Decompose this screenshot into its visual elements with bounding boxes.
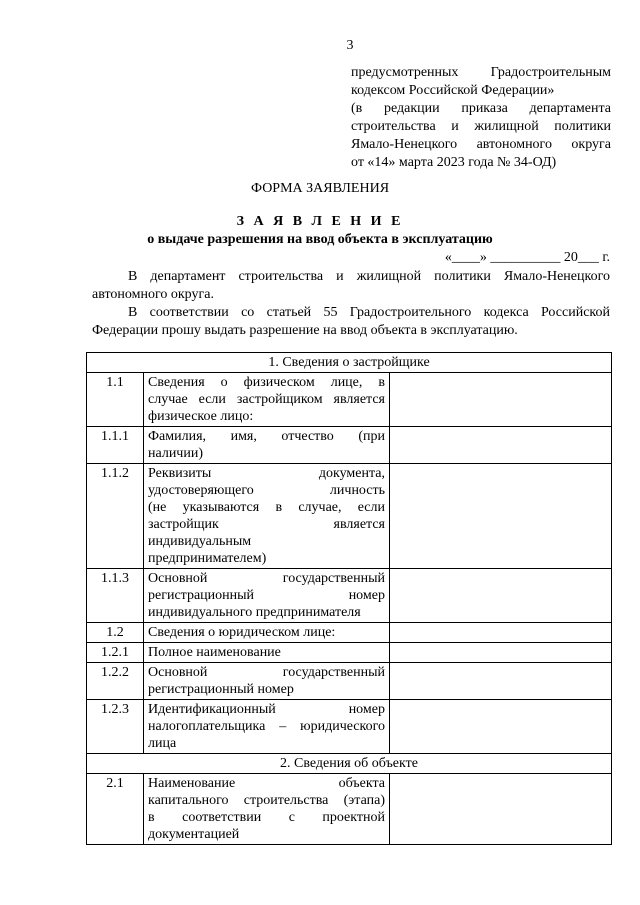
desc-line: (не указываются в случае, если [148, 500, 385, 515]
value-cell[interactable] [390, 373, 612, 427]
desc-line: Наименование объекта [148, 776, 385, 791]
row-number: 1.2.1 [87, 643, 144, 663]
header-line: предусмотренных Градостроительным [351, 65, 611, 80]
desc-line: Сведения о юридическом лице: [148, 625, 336, 640]
row-number: 1.2.3 [87, 700, 144, 754]
value-cell[interactable] [390, 643, 612, 663]
table-row [87, 373, 612, 427]
desc-line: Сведения о физическом лице, в [148, 375, 385, 390]
desc-line: Основной государственный [148, 665, 385, 680]
value-cell[interactable] [390, 700, 612, 754]
application-form-table [86, 352, 612, 845]
table-row [87, 569, 612, 623]
desc-line: регистрационный номер [148, 588, 385, 603]
desc-line: индивидуального предпринимателя [148, 605, 361, 620]
row-number: 1.1.2 [87, 464, 144, 569]
paragraph-line: автономного округа. [92, 287, 214, 302]
paragraph-line: В соответствии со статьей 55 Градостроительного кодекса Российской [128, 305, 610, 320]
table-row [87, 663, 612, 700]
form-title: ФОРМА ЗАЯВЛЕНИЯ [250, 181, 390, 196]
row-description [144, 623, 390, 643]
header-line: от «14» марта 2023 года № 34-ОД) [351, 155, 557, 170]
addressee-paragraph [92, 268, 610, 304]
date-line: «____» __________ 20___ г. [444, 250, 610, 265]
desc-line: в соответствии с проектной [148, 810, 385, 825]
table-row [87, 623, 612, 643]
section-header-row [87, 353, 612, 373]
row-number: 1.2 [87, 623, 144, 643]
paragraph-line: Федерации прошу выдать разрешение на ввод объекта в эксплуатацию. [92, 323, 518, 338]
desc-line: индивидуальным [148, 534, 252, 549]
desc-line: Полное наименование [148, 645, 281, 660]
section-title: 2. Сведения об объекте [87, 754, 612, 774]
desc-line: физическое лицо: [148, 409, 254, 424]
value-cell[interactable] [390, 774, 612, 845]
application-subtitle: о выдаче разрешения на ввод объекта в эксплуатацию [147, 232, 493, 247]
header-line: Ямало-Ненецкого автономного округа [351, 137, 611, 152]
table-row [87, 700, 612, 754]
request-paragraph [92, 304, 610, 340]
approval-header [351, 64, 611, 172]
desc-line: документацией [148, 827, 240, 842]
desc-line: Основной государственный [148, 571, 385, 586]
desc-line: Идентификационный номер [148, 702, 385, 717]
row-description [144, 774, 390, 845]
desc-line: застройщик является [148, 517, 385, 532]
row-description [144, 464, 390, 569]
section-header-row [87, 754, 612, 774]
paragraph-line: В департамент строительства и жилищной политики Ямало-Ненецкого [128, 269, 610, 284]
row-description [144, 569, 390, 623]
page-number: 3 [346, 38, 354, 53]
header-line: кодексом Российской Федерации» [351, 83, 555, 98]
desc-line: наличии) [148, 446, 203, 461]
row-description [144, 700, 390, 754]
row-description [144, 643, 390, 663]
desc-line: лица [148, 736, 177, 751]
row-description [144, 427, 390, 464]
table-row [87, 464, 612, 569]
row-number: 1.1 [87, 373, 144, 427]
header-line: (в редакции приказа департамента [351, 101, 611, 116]
desc-line: случае если застройщиком является [148, 392, 385, 407]
desc-line: Реквизиты документа, [148, 466, 385, 481]
row-number: 1.1.1 [87, 427, 144, 464]
row-number: 2.1 [87, 774, 144, 845]
value-cell[interactable] [390, 569, 612, 623]
row-description [144, 373, 390, 427]
section-title: 1. Сведения о застройщике [87, 353, 612, 373]
value-cell[interactable] [390, 427, 612, 464]
desc-line: предпринимателем) [148, 551, 267, 566]
value-cell[interactable] [390, 663, 612, 700]
row-description [144, 663, 390, 700]
desc-line: удостоверяющего личность [148, 483, 385, 498]
application-title: З А Я В Л Е Н И Е [236, 214, 404, 229]
table-row [87, 643, 612, 663]
table-row [87, 427, 612, 464]
row-number: 1.2.2 [87, 663, 144, 700]
value-cell[interactable] [390, 464, 612, 569]
desc-line: Фамилия, имя, отчество (при [148, 429, 385, 444]
desc-line: налогоплательщика – юридического [148, 719, 385, 734]
row-number: 1.1.3 [87, 569, 144, 623]
value-cell[interactable] [390, 623, 612, 643]
desc-line: капитального строительства (этапа) [148, 793, 385, 808]
desc-line: регистрационный номер [148, 682, 294, 697]
table-row [87, 774, 612, 845]
header-line: строительства и жилищной политики [351, 119, 611, 134]
